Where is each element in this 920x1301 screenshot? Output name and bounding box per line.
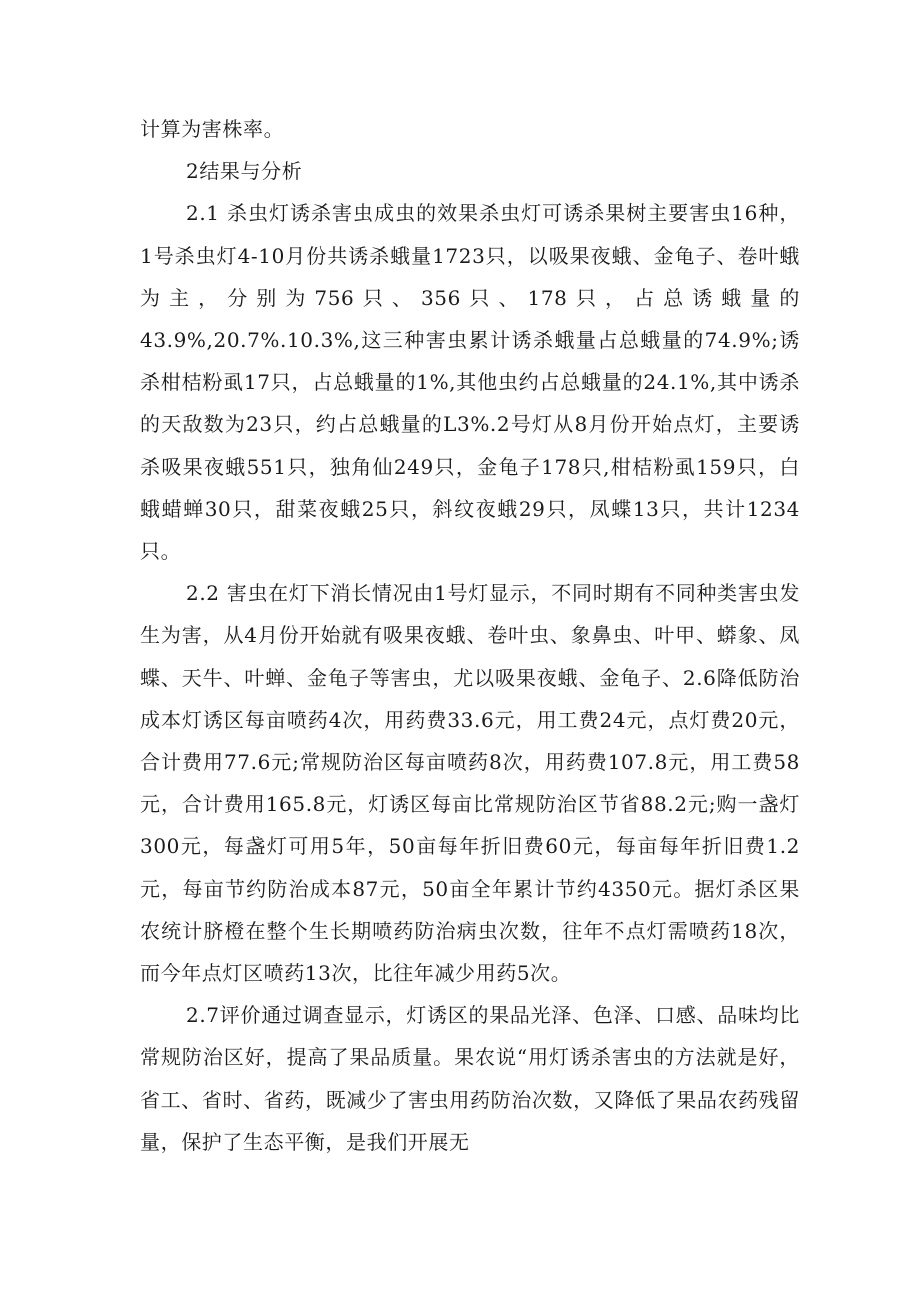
document-body bbox=[140, 108, 800, 1163]
paragraph-2-2: 2.2 害虫在灯下消长情况由1号灯显示，不同时期有不同种类害虫发生为害，从4月份开始就有吸果夜蛾、卷叶虫、象鼻虫、叶甲、蟒象、凤蝶、天牛、叶蝉、金龟子等害虫，尤以吸果夜蛾、金龟子、2.6降低防治成本灯诱区每亩喷药4次，用药费33.6元，用工费24元，点灯费20元，合计费用77.6元;常规防治区每亩喷药8次，用药费107.8元，用工费58元，合计费用165.8元，灯诱区每亩比常规防治区节省88.2元;购一盏灯300元，每盏灯可用5年，50亩每年折旧费60元，每亩每年折旧费1.2元，每亩节约防治成本87元，50亩全年累计节约4350元。据灯杀区果农统计脐橙在整个生长期喷药防治病虫次数，往年不点灯需喷药18次，而今年点灯区喷药13次，比往年减少用药5次。 bbox=[140, 581, 800, 986]
paragraph-continuation: 计算为害株率。 bbox=[140, 117, 285, 141]
paragraph-2-7: 2.7评价通过调查显示，灯诱区的果品光泽、色泽、口感、品味均比常规防治区好，提高了果品质量。果农说“用灯诱杀害虫的方法就是好，省工、省时、省药，既减少了害虫用药防治次数，又降低了果品农药残留量，保护了生态平衡，是我们开展无 bbox=[140, 1003, 800, 1154]
paragraph-2-1: 2.1 杀虫灯诱杀害虫成虫的效果杀虫灯可诱杀果树主要害虫16种，1号杀虫灯4-10月份共诱杀蛾量1723只，以吸果夜蛾、金龟子、卷叶蛾为主，分别为756只、356只、178只，占总诱蛾量的43.9%,20.7%.10.3%,这三种害虫累计诱杀蛾量占总蛾量的74.9%;诱杀柑桔粉虱17只，占总蛾量的1%,其他虫约占总蛾量的24.1%,其中诱杀的天敌数为23只，约占总蛾量的L3%.2号灯从8月份开始点灯，主要诱杀吸果夜蛾551只，独角仙249只，金龟子178只,柑桔粉虱159只，白蛾蜡蝉30只，甜菜夜蛾25只，斜纹夜蛾29只，凤蝶13只，共计1234只。 bbox=[140, 201, 800, 564]
section-heading-results: 2结果与分析 bbox=[186, 159, 303, 184]
